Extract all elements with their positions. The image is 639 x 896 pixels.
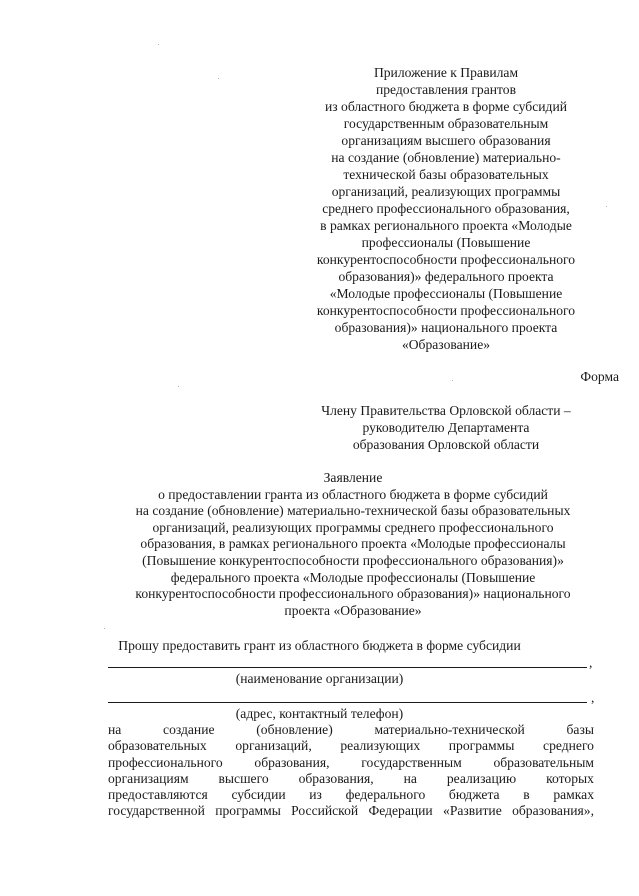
body-word: на: [403, 770, 417, 786]
scan-speck: [606, 206, 607, 207]
scan-speck: [104, 628, 105, 629]
statement-title-line: образования, в рамках регионального проекта «Молодые профессионалы: [140, 536, 566, 552]
body-word: реализацию: [446, 770, 517, 786]
appendix-line: «Образование»: [401, 337, 491, 352]
body-word: в: [523, 787, 530, 803]
body-line: [108, 787, 594, 803]
address-phone-line: [108, 702, 587, 703]
statement-title-line: на создание (обновление) материально-технической базы образовательных: [135, 503, 571, 519]
body-word: образования,: [254, 754, 330, 770]
appendix-line: предоставления грантов: [375, 82, 517, 97]
body-word: реализующих: [340, 738, 421, 754]
body-word: рамках: [553, 787, 594, 803]
appendix-line: среднего профессионального образования,: [322, 201, 570, 216]
body-word: образовательных: [108, 738, 207, 754]
scan-speck: [452, 380, 453, 381]
request-text: Прошу предоставить грант из областного бюджета в форме субсидии: [118, 638, 521, 653]
statement-title-line: проекта «Образование»: [284, 602, 422, 618]
appendix-header: [296, 64, 596, 353]
body-word: организаций,: [235, 738, 312, 754]
body-word: Российской: [291, 803, 359, 819]
comma-mark: ,: [589, 655, 593, 670]
appendix-line: образования)» федерального проекта: [338, 269, 554, 284]
statement-title-line: о предоставлении гранта из областного бюджета в форме субсидий: [158, 486, 548, 502]
statement-title-line: организаций, реализующих программы среднего профессионального: [152, 519, 554, 535]
comma-mark: ,: [591, 690, 595, 705]
body-word: субсидии: [231, 787, 286, 803]
body-paragraph: [108, 722, 594, 820]
organization-name-caption: (наименование организации): [235, 671, 404, 686]
body-word: базы: [566, 722, 594, 737]
body-word: государственной: [108, 803, 205, 819]
body-word: предоставляются: [108, 787, 208, 803]
address-phone-caption: (адрес, контактный телефон): [235, 706, 404, 721]
body-line: [108, 722, 594, 738]
appendix-line: в рамках регионального проекта «Молодые: [320, 218, 572, 233]
body-word: образовательным: [493, 754, 594, 770]
appendix-line: «Молодые профессионалы (Повышение: [329, 286, 563, 301]
appendix-line: государственным образовательным: [343, 116, 549, 131]
appendix-line: из областного бюджета в форме субсидий: [324, 99, 567, 114]
body-word: среднего: [543, 738, 594, 754]
body-word: «Развитие: [443, 803, 502, 819]
appendix-line: образования)» национального проекта: [334, 320, 558, 335]
body-word: которых: [546, 770, 594, 786]
body-word: программы: [448, 738, 515, 754]
appendix-line: организациям высшего образования: [341, 133, 551, 148]
appendix-line: организаций, реализующих программы: [331, 184, 561, 199]
body-word: Федерации: [368, 803, 433, 819]
appendix-line: на создание (обновление) материально-: [331, 150, 561, 165]
body-word: бюджета: [448, 787, 500, 803]
statement-title-line: федерального проекта «Молодые профессионалы (Повышение: [170, 569, 536, 585]
body-line: [108, 771, 594, 787]
scan-speck: [218, 78, 219, 79]
body-word: государственным: [361, 754, 462, 770]
statement-title: [110, 470, 596, 619]
statement-title-line: Заявление: [323, 470, 383, 485]
addressee-block: [296, 402, 596, 453]
body-word: высшего: [218, 770, 269, 786]
organization-name-line: [108, 667, 587, 668]
body-word: федерального: [345, 787, 426, 803]
body-line: [108, 755, 594, 771]
statement-title-line: конкурентоспособности профессионального образования)» национального: [135, 586, 571, 602]
addressee-line: Члену Правительства Орловской области –: [321, 403, 571, 418]
body-word: из: [309, 787, 322, 803]
scan-speck: [178, 386, 179, 387]
body-word: образования,: [298, 770, 374, 786]
appendix-line: конкурентоспособности профессионального: [316, 252, 576, 267]
statement-title-line: (Повышение конкурентоспособности профессионального образования)»: [142, 552, 564, 568]
body-word: программы: [215, 803, 281, 819]
body-word: создание: [163, 722, 215, 737]
appendix-line: конкурентоспособности профессионального: [316, 303, 576, 318]
form-label: Форма: [580, 369, 619, 384]
addressee-line: руководителю Департамента: [362, 420, 530, 435]
body-word: образования»,: [512, 803, 594, 819]
scan-speck: [158, 44, 159, 45]
body-word: организациям: [108, 770, 189, 786]
body-word: материально-технической: [374, 722, 525, 737]
body-line: [108, 803, 594, 819]
body-line: [108, 738, 594, 754]
appendix-line: профессионалы (Повышение: [361, 235, 531, 250]
appendix-line: технической базы образовательных: [343, 167, 549, 182]
body-word: на: [108, 722, 122, 737]
body-word: (обновление): [256, 722, 333, 737]
appendix-line: Приложение к Правилам: [373, 65, 519, 80]
addressee-line: образования Орловской области: [352, 437, 540, 452]
body-word: профессионального: [108, 754, 223, 770]
